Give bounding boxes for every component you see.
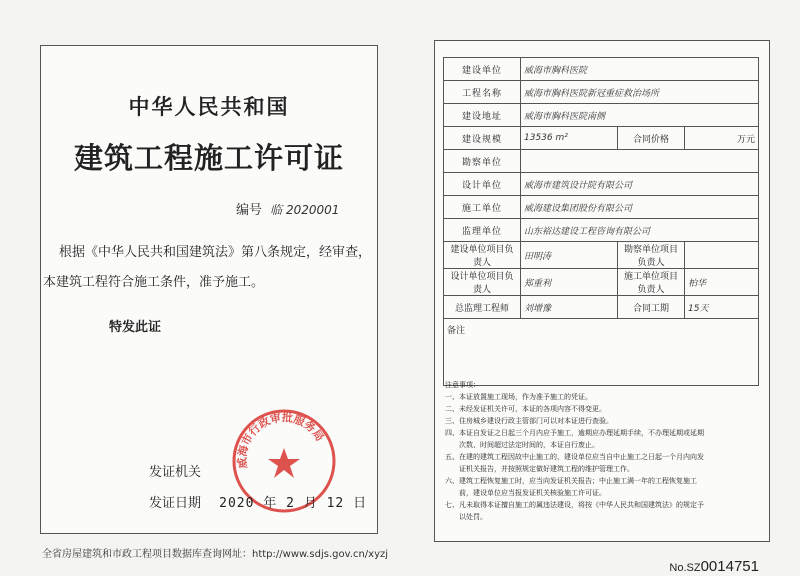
construction-unit-label: 施工单位 [444, 196, 521, 219]
certificate-right-page [434, 40, 770, 575]
person-label: 合同工期 [618, 296, 685, 319]
person-value: 郑重利 [521, 269, 618, 296]
person-value: 柏华 [685, 269, 759, 296]
table-row [444, 196, 759, 219]
legal-basis-text: 根据《中华人民共和国建筑法》第八条规定，经审查， [59, 245, 372, 260]
project-info-table [443, 57, 759, 386]
notice-title: 注意事项： [445, 381, 480, 389]
scale-label: 建设规模 [444, 127, 521, 150]
table-row [444, 81, 759, 104]
row-value: 威海市胸科医院 [521, 58, 759, 81]
person-value [685, 242, 759, 269]
table-row [444, 219, 759, 242]
row-label: 建设单位 [444, 58, 521, 81]
table-row [444, 150, 759, 173]
number-label: 编号 [236, 203, 263, 218]
row-value: 威海市胸科医院南侧 [521, 104, 759, 127]
contract-price-unit: 万元 [685, 127, 759, 150]
special-note: 特发此证 [109, 320, 162, 335]
person-label: 建设单位项目负责人 [444, 242, 521, 269]
row-label: 建设地址 [444, 104, 521, 127]
construction-unit-value: 威海建设集团股份有限公司 [521, 196, 759, 219]
survey-unit-label: 勘察单位 [444, 150, 521, 173]
table-row [444, 296, 759, 319]
issue-date-value: 2020 年 2 月 12 日 [219, 496, 368, 511]
table-row [444, 242, 759, 269]
approval-text: 本建筑工程符合施工条件，准予施工。 [43, 275, 265, 290]
row-value: 威海市胸科医院新冠重症救治场所 [521, 81, 759, 104]
person-label: 勘察单位项目负责人 [618, 242, 685, 269]
issue-date-label: 发证日期 [149, 496, 202, 511]
person-value: 刘增豫 [521, 296, 618, 319]
person-value: 15天 [685, 296, 759, 319]
person-value: 田明涛 [521, 242, 618, 269]
person-label: 总监理工程师 [444, 296, 521, 319]
supervision-unit-value: 山东裕达建设工程咨询有限公司 [521, 219, 759, 242]
issue-date [149, 492, 367, 511]
supervision-unit-label: 监理单位 [444, 219, 521, 242]
survey-unit-value [521, 150, 759, 173]
number-value: 临 2020001 [270, 203, 340, 217]
notice-item: 二、未经发证机关许可，本证的各项内容不得变更。 [445, 405, 606, 413]
notice-item: 一、本证放置施工现场，作为准予施工的凭证。 [445, 393, 592, 401]
scale-value: 13536 m² [521, 127, 618, 150]
table-row [444, 173, 759, 196]
notice-item: 五、在建的建筑工程因故中止施工的，建设单位应当自中止施工之日起一个月内向发 [445, 453, 704, 461]
notice-item: 以处罚。 [445, 513, 487, 521]
table-row [444, 58, 759, 81]
contract-price-label: 合同价格 [618, 127, 685, 150]
issuing-authority-label: 发证机关 [149, 465, 202, 480]
notes-label: 备注 [444, 319, 759, 386]
table-row [444, 127, 759, 150]
notice-item: 前，建设单位应当报发证机关核验施工许可证。 [445, 489, 606, 497]
notice-item: 证机关报告，并按照规定做好建筑工程的维护管理工作。 [445, 465, 634, 473]
design-unit-label: 设计单位 [444, 173, 521, 196]
row-label: 工程名称 [444, 81, 521, 104]
table-row [444, 104, 759, 127]
seal-text: 威海市行政审批服务局 [235, 411, 327, 469]
table-row [444, 269, 759, 296]
person-label: 施工单位项目负责人 [618, 269, 685, 296]
notice-item: 四、本证自发证之日起三个月内应予施工，逾期应办理延期手续，不办理延期或延期 [445, 429, 704, 437]
serial-number [669, 558, 759, 575]
notice-item: 三、住房城乡建设行政主管部门可以对本证进行查验。 [445, 417, 613, 425]
country-name: 中华人民共和国 [128, 94, 290, 119]
certificate-title: 建筑工程施工许可证 [73, 141, 344, 175]
notice-section [445, 379, 763, 523]
notice-item: 次数、时间超过法定时间的，本证自行废止。 [445, 441, 599, 449]
person-label: 设计单位项目负责人 [444, 269, 521, 296]
design-unit-value: 威海市建筑设计院有限公司 [521, 173, 759, 196]
notice-item: 七、凡未取得本证擅自施工的属违法建设，将按《中华人民共和国建筑法》的规定予 [445, 501, 704, 509]
certificate-number [236, 199, 339, 218]
certificate-left-page [40, 45, 378, 534]
table-row [444, 319, 759, 386]
notice-item: 六、建筑工程恢复施工时，应当向发证机关报告；中止施工满一年的工程恢复施工 [445, 477, 697, 485]
query-url-footer: 全省房屋建筑和市政工程项目数据库查询网址：http://www.sdjs.gov.cn/xyzj [42, 549, 389, 560]
serial-prefix: No.SZ [669, 562, 701, 574]
serial-value: 0014751 [700, 558, 759, 575]
